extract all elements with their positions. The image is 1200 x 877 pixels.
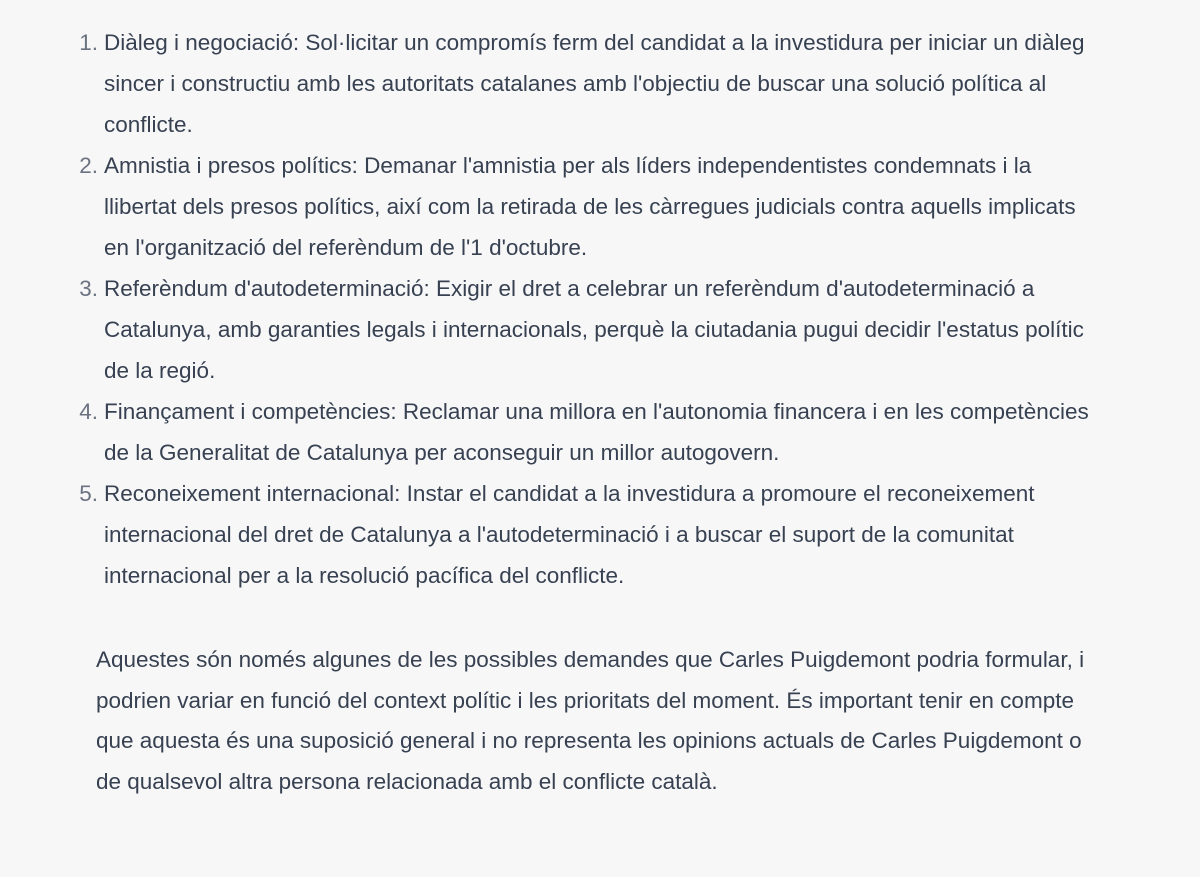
list-item-text: Finançament i competències: Reclamar una millora en l'autonomia financera i en les competències de la Generalitat de Catalunya per aconseguir un millor autogovern. [104,399,1089,465]
list-item-text: Diàleg i negociació: Sol·licitar un compromís ferm del candidat a la investidura per iniciar un diàleg sincer i constructiu amb les autoritats catalanes amb l'objectiu de buscar una solució política al conflicte. [104,30,1085,137]
list-item [0,268,1200,391]
list-item-number: 1. [79,30,98,55]
list-item [0,145,1200,268]
list-item-text: Reconeixement internacional: Instar el candidat a la investidura a promoure el reconeixement internacional del dret de Catalunya a l'autodeterminació i a buscar el suport de la comunitat internacional per a la resolució pacífica del conflicte. [104,481,1035,588]
list-item [0,391,1200,473]
list-item [0,22,1200,145]
list-item-text: Amnistia i presos polítics: Demanar l'amnistia per als líders independentistes condemnats i la llibertat dels presos polítics, així com la retirada de les càrregues judicials contra aquells implicats en l'organització del referèndum de l'1 d'octubre. [104,153,1076,260]
conclusion-paragraph: Aquestes són només algunes de les possibles demandes que Carles Puigdemont podria formular, i podrien variar en funció del context polític i les prioritats del moment. És important tenir en compte que aquesta és una suposició general i no representa les opinions actuals de Carles Puigdemont o de qualsevol altra persona relacionada amb el conflicte català. [96,647,1085,794]
list-item-number: 4. [79,399,98,424]
list-item-number: 2. [79,153,98,178]
list-item-number: 5. [79,481,98,506]
list-item-text: Referèndum d'autodeterminació: Exigir el dret a celebrar un referèndum d'autodeterminació a Catalunya, amb garanties legals i internacionals, perquè la ciutadania pugui decidir l'estatus polític de la regió. [104,276,1084,383]
list-item-number: 3. [79,276,98,301]
demands-list [0,22,1200,596]
list-item [0,473,1200,596]
